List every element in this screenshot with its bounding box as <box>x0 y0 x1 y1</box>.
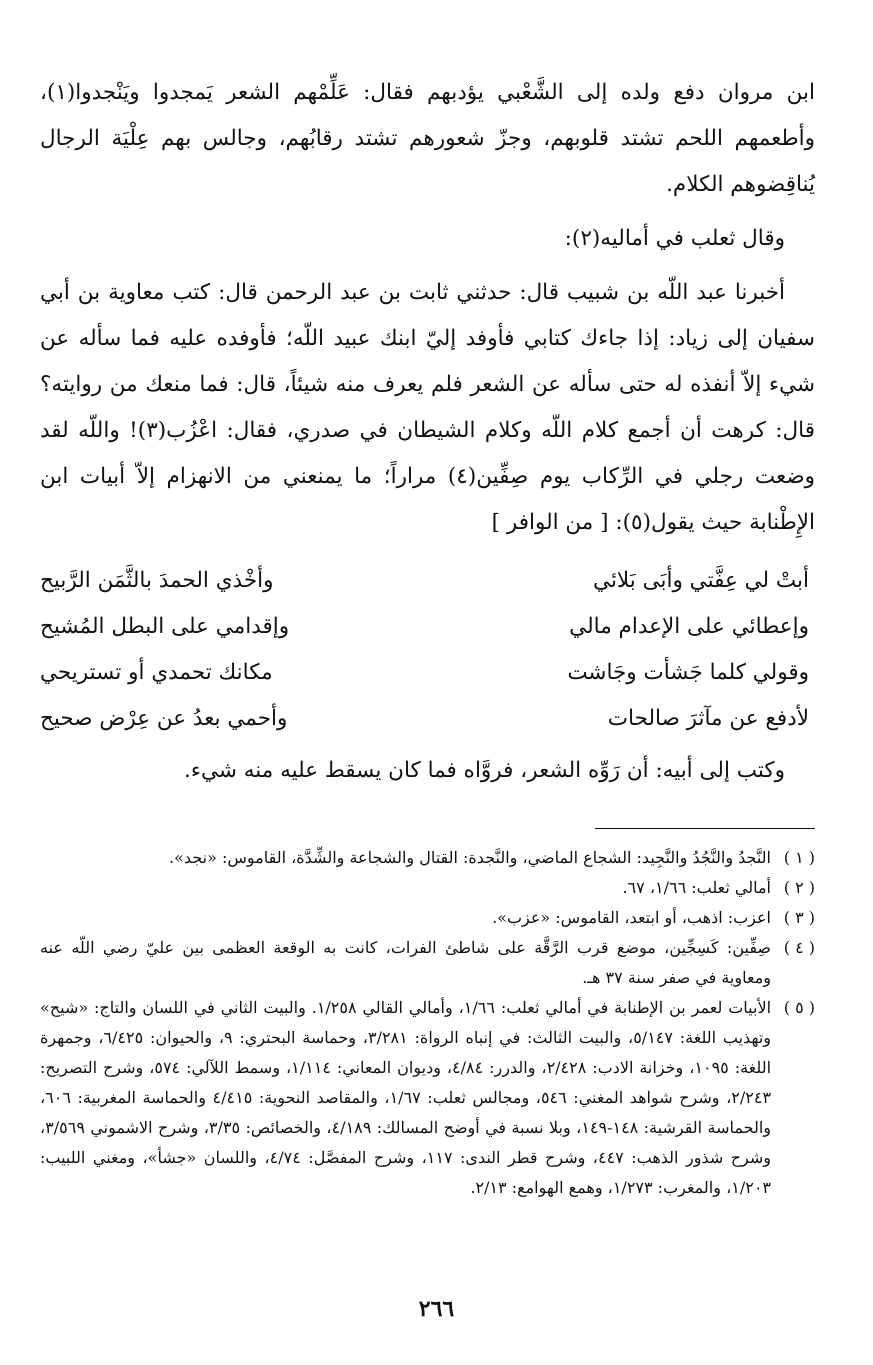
verse-first-hemistich: لأدفع عن مآثرَ صالحات <box>607 706 809 731</box>
footnote <box>40 843 815 873</box>
footnote-divider <box>595 828 815 829</box>
poem <box>40 558 815 742</box>
footnote-number: ( ٣ ) <box>783 908 815 927</box>
paragraph-narration: أخبرنا عبد اللّه بن شبيب قال: حدثني ثابت بن عبد الرحمن قال: كتب معاوية بن أبي سفيان إلى زياد: إذا جاءك كتابي فأوفد إليّ ابنك عبيد اللّه؛ فأوفده عليه فما سأله عن شيء إلاّ أنفذه له حتى سأله عن الشعر فلم يعرف منه شيئاً، قال: فما منعك من روايته؟ قال: كرهت أن أجمع كلام اللّه وكلام الشيطان في صدري، فقال: اعْزُب(٣)! واللّه لقد وضعت رجلي في الرِّكاب يوم صِفِّين(٤) مراراً؛ ما يمنعني من الانهزام إلاّ أبيات ابن الإِطْنابة حيث يقول(٥): [ من الوافر ] <box>40 280 815 535</box>
page-number: ٢٦٦ <box>418 1296 455 1322</box>
verse-second-hemistich: وإقدامي على البطل المُشيح <box>40 614 290 639</box>
paragraph-closing: وكتب إلى أبيه: أن رَوِّه الشعر، فروَّاه فما كان يسقط عليه منه شيء. <box>184 758 785 783</box>
footnotes <box>40 843 815 1203</box>
verse-first-hemistich: وإعطائي على الإعدام مالي <box>569 614 809 639</box>
footnote-number: ( ٢ ) <box>783 878 815 897</box>
verse-first-hemistich: وقولي كلما جَشأت وجَاشت <box>567 660 809 685</box>
page-body <box>40 70 815 1203</box>
footnote <box>40 903 815 933</box>
footnote-text: اعزب: اذهب، أو ابتعد، القاموس: «عزب». <box>492 908 771 927</box>
verse-second-hemistich: مكانك تحمدي أو تستريحي <box>40 660 273 685</box>
poem-verse <box>40 650 809 696</box>
footnote-text: النَّجدُ والنَّجُدُ والنَّجِيد: الشجاع الماضي، والنَّجدة: القتال والشجاعة والشِّدَّة، القاموس: «نجد». <box>169 848 771 867</box>
footnote-number: ( ٥ ) <box>783 998 815 1017</box>
verse-first-hemistich: أبتْ لي عِفَّتي وأبَى بَلائي <box>593 568 809 593</box>
footnote-number: ( ٤ ) <box>783 938 815 957</box>
footnote <box>40 873 815 903</box>
footnote <box>40 933 815 993</box>
poem-verse <box>40 696 809 742</box>
paragraph-opening: ابن مروان دفع ولده إلى الشَّعْبي يؤدبهم فقال: عَلِّمْهم الشعر يَمجدوا ويَنْجدوا(١)، وأطعمهم اللحم تشتد قلوبهم، وجزّ شعورهم تشتد رقابُهم، وجالس بهم عِلْيَة الرجال يُناقِضوهم الكلام. <box>40 80 815 197</box>
footnote-text: أمالي ثعلب: ١/٦٦، ٦٧. <box>622 878 771 897</box>
footnote-text: صِفِّين: كَسِجِّين، موضع قرب الرَّقَّة على شاطئ الفرات، كانت به الوقعة العظمى بين عليّ رضي اللّه عنه ومعاوية في صفر سنة ٣٧ هـ. <box>40 938 771 987</box>
poem-verse <box>40 604 809 650</box>
footnote-text: الأبيات لعمر بن الإطنابة في أمالي ثعلب: ١/٦٦، وأمالي القالي ١/٢٥٨. والبيت الثاني في اللسان والتاج: «شيح» وتهذيب اللغة: ٥/١٤٧، والبيت الثالث: في إنباه الرواة: ٣/٢٨١، وحماسة البحتري: ٩، والحيوان: ٦/٤٢٥، وجمهرة اللغة: ١٠٩٥، وخزانة الادب: ٢/٤٢٨، والدرر: ٤/٨٤، وديوان المعاني: ١/١١٤، وسمط اللآلي: ٥٧٤، وشرح التصريح: ٢/٢٤٣، وشرح شواهد المغني: ٥٤٦، ومجالس ثعلب: ١/٦٧، والمقاصد النحوية: ٤/٤١٥ والحماسة المغربية: ٦٠٦، والحماسة القرشية: ١٤٨-١٤٩، وبلا نسبة في أوضح المسالك: ٤/١٨٩، والخصائص: ٣/٣٥، وشرح الاشموني ٣/٥٦٩، وشرح شذور الذهب: ٤٤٧، وشرح قطر الندى: ١١٧، وشرح المفصَّل: ٤/٧٤، واللسان «جشأ»، ومغني اللبيب: ١/٢٠٣، والمغرب: ١/٢٧٣، وهمع الهوامع: ٢/١٣. <box>40 998 772 1197</box>
footnote-number: ( ١ ) <box>783 848 815 867</box>
verse-second-hemistich: وأخْذي الحمدَ بالثَّمَن الرَّبيح <box>40 568 274 593</box>
verse-second-hemistich: وأحمي بعدُ عن عِرْض صحيح <box>40 706 288 731</box>
paragraph-thalab-intro: وقال ثعلب في أماليه(٢): <box>564 226 785 251</box>
footnote <box>40 993 815 1203</box>
poem-verse <box>40 558 809 604</box>
